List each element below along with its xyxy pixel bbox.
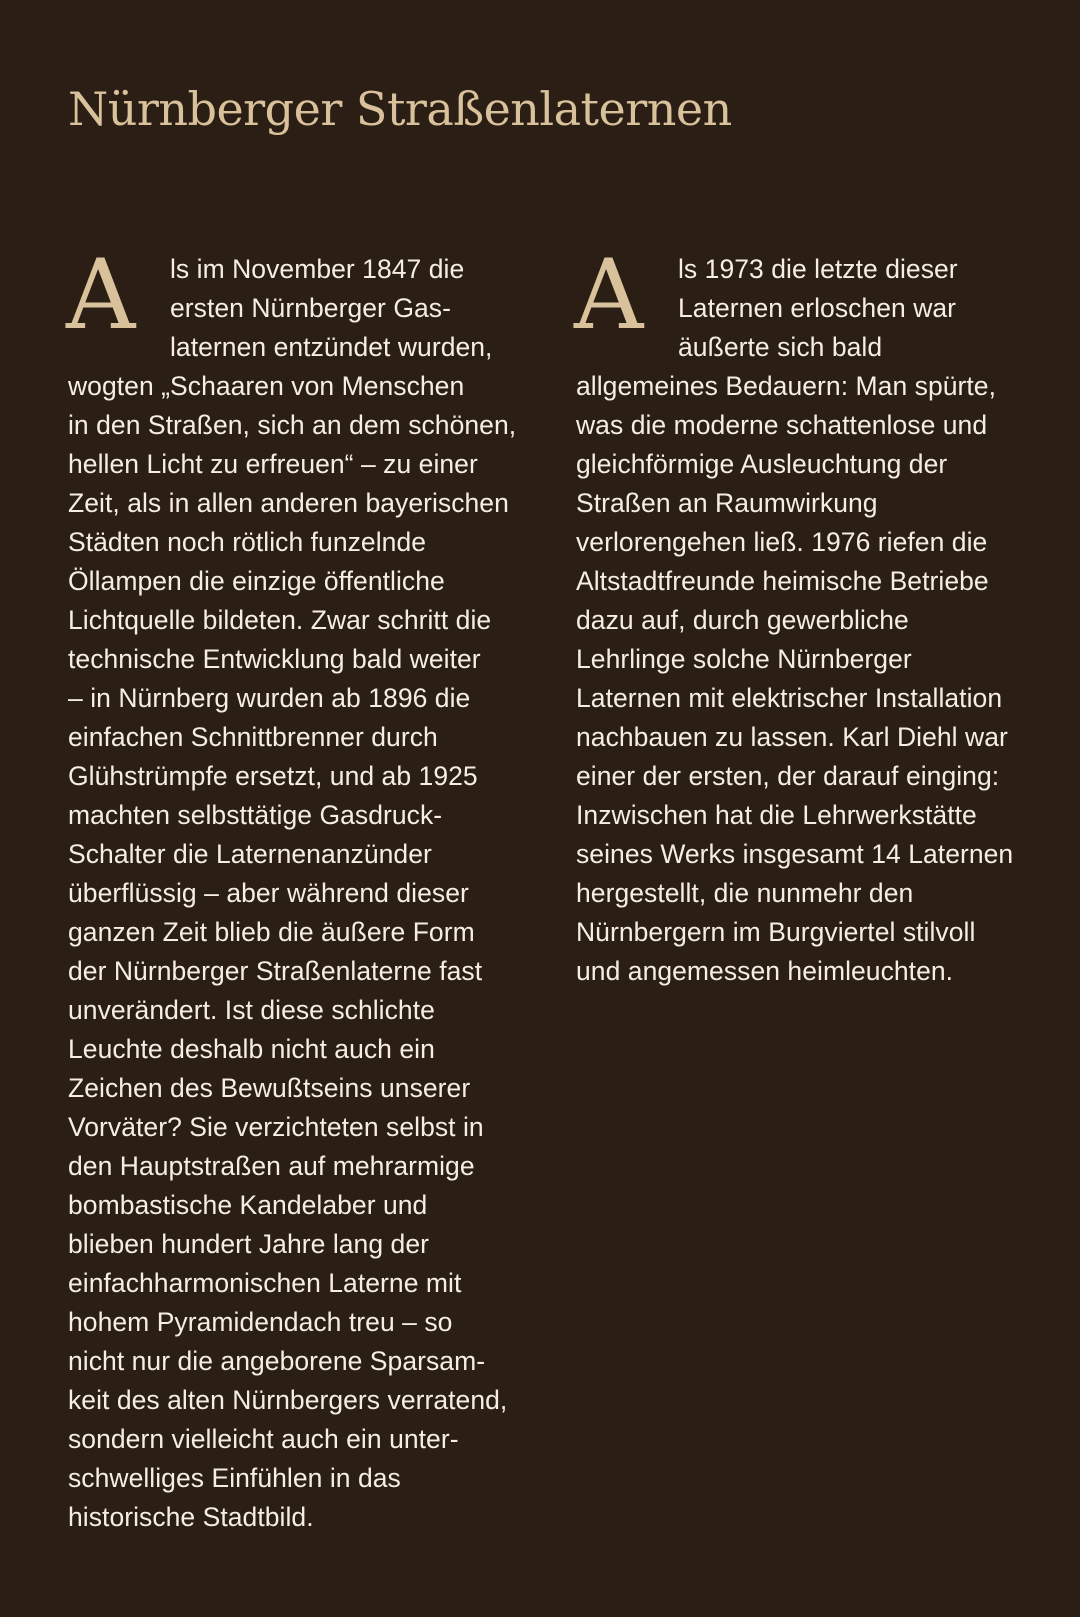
text-line: dazu auf, durch gewerbliche: [576, 605, 909, 635]
text-line: äußerte sich bald: [678, 332, 883, 362]
text-line: ls im November 1847 die: [170, 254, 465, 284]
text-line: Nürnbergern im Burgviertel stilvoll: [576, 917, 976, 947]
text-line: hohem Pyramidendach treu – so: [68, 1307, 453, 1337]
text-line: Schalter die Laternenanzünder: [68, 839, 432, 869]
text-line: Zeit, als in allen anderen bayerischen: [68, 488, 509, 518]
text-line: Inzwischen hat die Lehrwerkstätte: [576, 800, 977, 830]
text-column-left: [66, 239, 518, 1537]
text-line: überflüssig – aber während dieser: [68, 878, 469, 908]
text-line: allgemeines Bedauern: Man spürte,: [576, 371, 997, 401]
text-line: Städten noch rötlich funzelnde: [68, 527, 427, 557]
text-line: schwelliges Einfühlen in das: [68, 1463, 401, 1493]
text-line: nachbauen zu lassen. Karl Diehl war: [576, 722, 1008, 752]
text-line: gleichförmige Ausleuchtung der: [576, 449, 948, 479]
text-line: laternen entzündet wurden,: [170, 332, 493, 362]
text-line: Zeichen des Bewußtseins unserer: [68, 1073, 471, 1103]
text-line: Vorväter? Sie verzichteten selbst in: [68, 1112, 484, 1142]
text-line: und angemessen heimleuchten.: [576, 956, 954, 986]
text-line: keit des alten Nürnbergers verratend,: [68, 1385, 508, 1415]
text-line: hergestellt, die nunmehr den: [576, 878, 914, 908]
text-line: den Hauptstraßen auf mehrarmige: [68, 1151, 475, 1181]
text-line: – in Nürnberg wurden ab 1896 die: [68, 683, 471, 713]
text-column-right: [574, 239, 1026, 991]
text-line: Lichtquelle bildeten. Zwar schritt die: [68, 605, 492, 635]
text-line: Straßen an Raumwirkung: [576, 488, 878, 518]
text-line: einfachen Schnittbrenner durch: [68, 722, 438, 752]
text-line: der Nürnberger Straßenlaterne fast: [68, 956, 483, 986]
text-line: Glühstrümpfe ersetzt, und ab 1925: [68, 761, 478, 791]
drop-cap: A: [66, 239, 136, 351]
text-line: ersten Nürnberger Gas-: [170, 293, 451, 323]
text-line: einfachharmonischen Laterne mit: [68, 1268, 462, 1298]
text-line: was die moderne schattenlose und: [576, 410, 988, 440]
text-line: blieben hundert Jahre lang der: [68, 1229, 429, 1259]
text-line: unverändert. Ist diese schlichte: [68, 995, 435, 1025]
text-line: Leuchte deshalb nicht auch ein: [68, 1034, 435, 1064]
page-title: Nürnberger Straßenlaternen: [68, 82, 732, 136]
text-line: in den Straßen, sich an dem schönen,: [68, 410, 517, 440]
text-line: Laternen erloschen war: [678, 293, 957, 323]
text-line: ls 1973 die letzte dieser: [678, 254, 958, 284]
text-line: wogten „Schaaren von Menschen: [68, 371, 465, 401]
text-line: Laternen mit elektrischer Installation: [576, 683, 1003, 713]
drop-cap: A: [574, 239, 644, 351]
text-line: nicht nur die angeborene Sparsam-: [68, 1346, 486, 1376]
text-line: bombastische Kandelaber und: [68, 1190, 428, 1220]
text-line: technische Entwicklung bald weiter: [68, 644, 481, 674]
text-line: sondern vielleicht auch ein unter-: [68, 1424, 459, 1454]
text-line: Lehrlinge solche Nürnberger: [576, 644, 912, 674]
text-line: historische Stadtbild.: [68, 1502, 314, 1532]
text-line: einer der ersten, der darauf einging:: [576, 761, 1000, 791]
text-line: Altstadtfreunde heimische Betriebe: [576, 566, 989, 596]
text-line: ganzen Zeit blieb die äußere Form: [68, 917, 475, 947]
text-line: Öllampen die einzige öffentliche: [68, 566, 445, 596]
text-line: verlorengehen ließ. 1976 riefen die: [576, 527, 988, 557]
text-line: machten selbsttätige Gasdruck-: [68, 800, 443, 830]
text-line: hellen Licht zu erfreuen“ – zu einer: [68, 449, 478, 479]
text-line: seines Werks insgesamt 14 Laternen: [576, 839, 1014, 869]
